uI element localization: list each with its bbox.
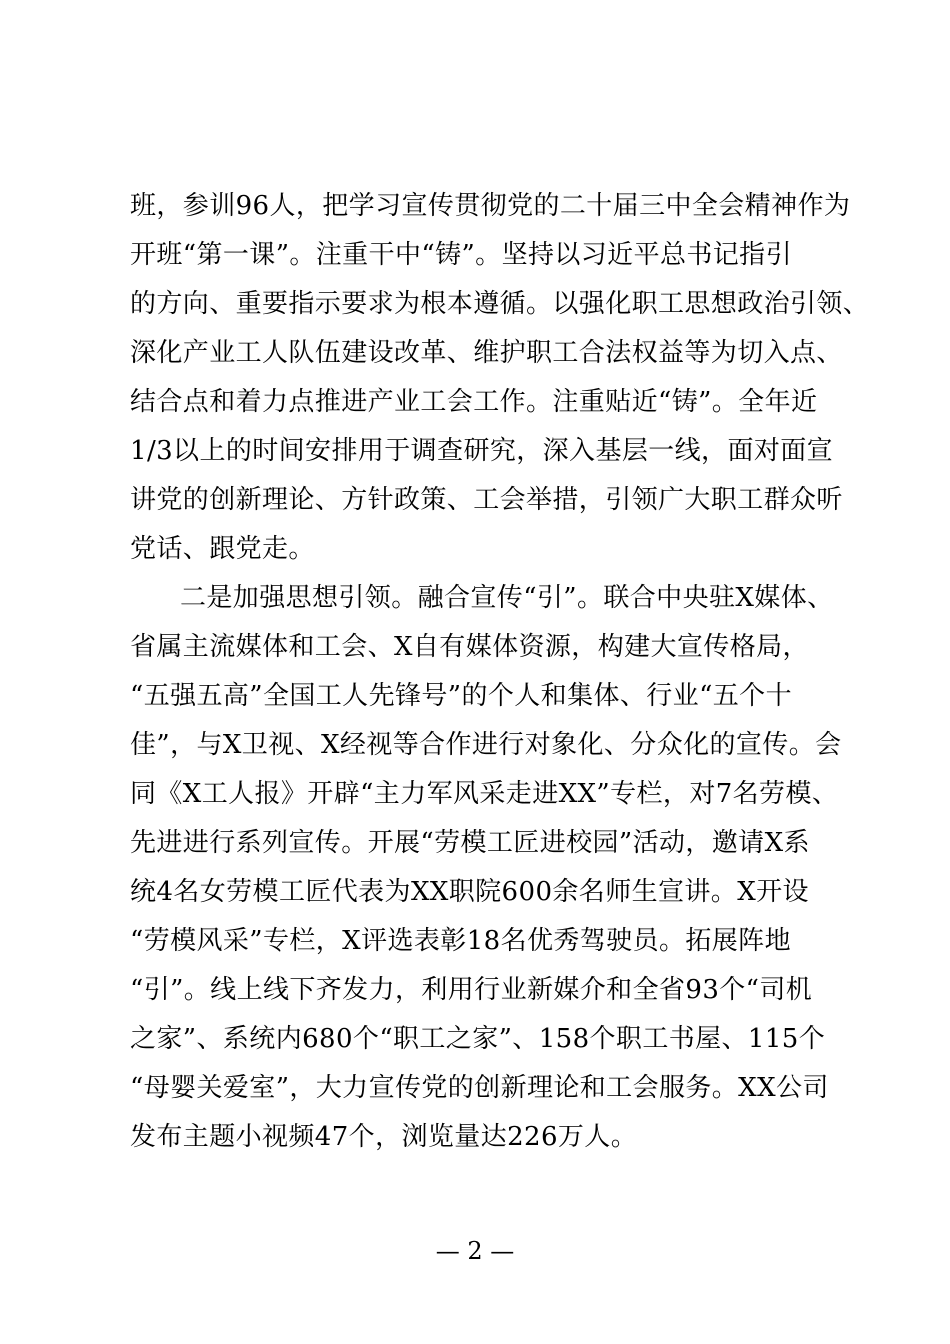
- text-line: 讲党的创新理论、方针政策、工会举措，引领广大职工群众听: [130, 485, 843, 515]
- text-line: “劳模风采”专栏，X评选表彰18名优秀驾驶员。拓展阵地: [130, 926, 791, 956]
- page-number: — 2 —: [435, 1237, 515, 1265]
- text-line: “引”。线上线下齐发力，利用行业新媒介和全省93个“司机: [130, 975, 813, 1005]
- paragraph-first-line: 二是加强思想引领。融合宣传“引”。联合中央驻X媒体、: [180, 583, 834, 613]
- text-line: 开班“第一课”。注重干中“铸”。坚持以习近平总书记指引: [130, 240, 792, 270]
- text-line: 班，参训96人，把学习宣传贯彻党的二十届三中全会精神作为: [130, 191, 851, 221]
- text-line: 的方向、重要指示要求为根本遵循。以强化职工思想政治引领、: [130, 289, 870, 319]
- text-line: 发布主题小视频47个，浏览量达226万人。: [130, 1122, 638, 1152]
- text-line: 党话、跟党走。: [130, 534, 315, 564]
- text-line: “五强五高”全国工人先锋号”的个人和集体、行业“五个十: [130, 681, 792, 711]
- text-line: 统4名女劳模工匠代表为XX职院600余名师生宣讲。X开设: [130, 877, 809, 907]
- text-line: 省属主流媒体和工会、X自有媒体资源，构建大宣传格局，: [130, 632, 809, 662]
- text-line: 佳”，与X卫视、X经视等合作进行对象化、分众化的宣传。会: [130, 730, 842, 760]
- text-line: 之家”、系统内680个“职工之家”、158个职工书屋、115个: [130, 1024, 826, 1054]
- text-line: “母婴关爱室”，大力宣传党的创新理论和工会服务。XX公司: [130, 1073, 829, 1103]
- text-line: 深化产业工人队伍建设改革、维护职工合法权益等为切入点、: [130, 338, 843, 368]
- text-line: 同《X工人报》开辟“主力军风采走进XX”专栏，对7名劳模、: [130, 779, 839, 809]
- text-line: 1/3以上的时间安排用于调查研究，深入基层一线，面对面宣: [130, 436, 834, 466]
- text-line: 先进进行系列宣传。开展“劳模工匠进校园”活动，邀请X系: [130, 828, 810, 858]
- text-line: 结合点和着力点推进产业工会工作。注重贴近“铸”。全年近: [130, 387, 818, 417]
